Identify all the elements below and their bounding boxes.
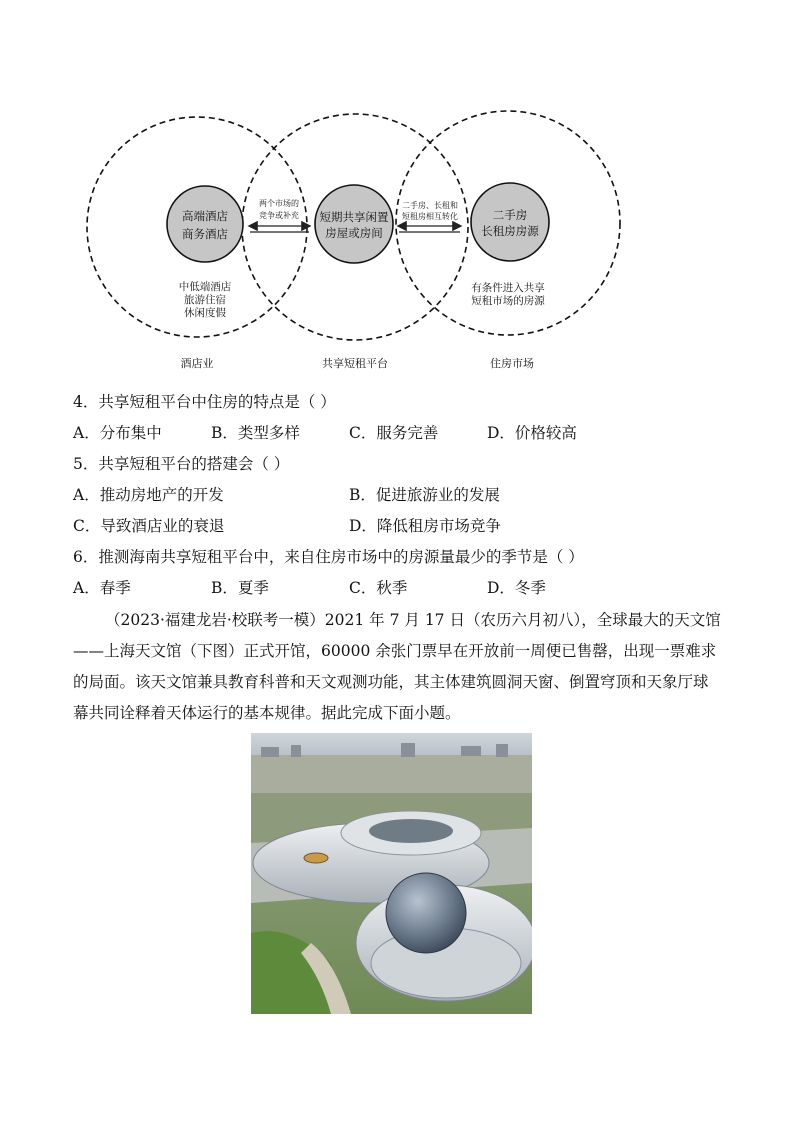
housing-bottom-line1: 有条件进入共享: [471, 282, 545, 294]
right-double-arrow: [399, 226, 460, 232]
question-5-option-d: D．降低租房市场竞争: [349, 517, 501, 535]
hotel-bottom-line3: 休闲度假: [184, 307, 226, 319]
housing-core-line1: 二手房: [492, 208, 528, 222]
market-relation-diagram: [0, 0, 794, 380]
question-4-option-b: B．类型多样: [211, 424, 300, 442]
hotel-core-circle: [167, 186, 243, 262]
question-5-option-c: C．导致酒店业的衰退: [73, 517, 225, 535]
question-5-option-b: B．促进旅游业的发展: [349, 486, 500, 504]
question-6-option-b: B．夏季: [211, 579, 269, 597]
question-6-option-a: A．春季: [73, 579, 131, 597]
passage-line-3: 的局面。该天文馆兼具教育科普和天文观测功能，其主体建筑圆洞天窗、倒置穹顶和天象厅球: [73, 673, 709, 691]
question-4-option-d: D．价格较高: [487, 424, 577, 442]
relation-left-line1: 两个市场的: [259, 199, 299, 208]
housing-bottom-line2: 短租市场的房源: [471, 295, 545, 307]
passage-line-4: 幕共同诠释着天体运行的基本规律。据此完成下面小题。: [73, 704, 461, 722]
housing-market-title: 住房市场: [490, 357, 534, 370]
relation-right-line1: 二手房、长租和: [402, 201, 458, 210]
left-double-arrow: [250, 226, 309, 232]
question-5-option-a: A．推动房地产的开发: [73, 486, 224, 504]
shanghai-astronomy-museum-photo: [251, 733, 532, 1014]
question-4-option-c: C．服务完善: [349, 424, 439, 442]
hotel-bottom-line1: 中低端酒店: [178, 281, 232, 293]
hotel-industry-title: 酒店业: [180, 357, 214, 370]
platform-core-circle: [315, 185, 393, 263]
housing-core-line2: 长租房房源: [481, 224, 539, 238]
relation-left-line2: 竞争或补充: [259, 211, 299, 220]
hotel-core-line1: 高端酒店: [182, 209, 228, 223]
question-6-stem: 6．推测海南共享短租平台中，来自住房市场中的房源量最少的季节是（ ）: [73, 548, 584, 566]
question-4-stem: 4．共享短租平台中住房的特点是（ ）: [73, 393, 336, 411]
housing-core-circle: [471, 183, 549, 261]
passage-line-2: ——上海天文馆（下图）正式开馆，60000 余张门票早在开放前一周便已售罄，出现一票难求: [73, 642, 717, 660]
platform-core-line1: 短期共享闲置: [319, 210, 389, 224]
sharing-platform-title: 共享短租平台: [322, 357, 388, 370]
question-4-option-a: A．分布集中: [73, 424, 162, 442]
passage-line-1: （2023·福建龙岩·校联考一模）2021 年 7 月 17 日（农历六月初八），全球最大的天文馆: [105, 611, 721, 629]
platform-core-line2: 房屋或房间: [325, 226, 383, 240]
hotel-bottom-line2: 旅游住宿: [184, 294, 226, 306]
hotel-core-line2: 商务酒店: [182, 227, 228, 241]
question-5-stem: 5．共享短租平台的搭建会（ ）: [73, 455, 290, 473]
question-6-option-d: D．冬季: [487, 579, 546, 597]
question-6-option-c: C．秋季: [349, 579, 408, 597]
relation-right-line2: 短租房相互转化: [402, 212, 458, 221]
